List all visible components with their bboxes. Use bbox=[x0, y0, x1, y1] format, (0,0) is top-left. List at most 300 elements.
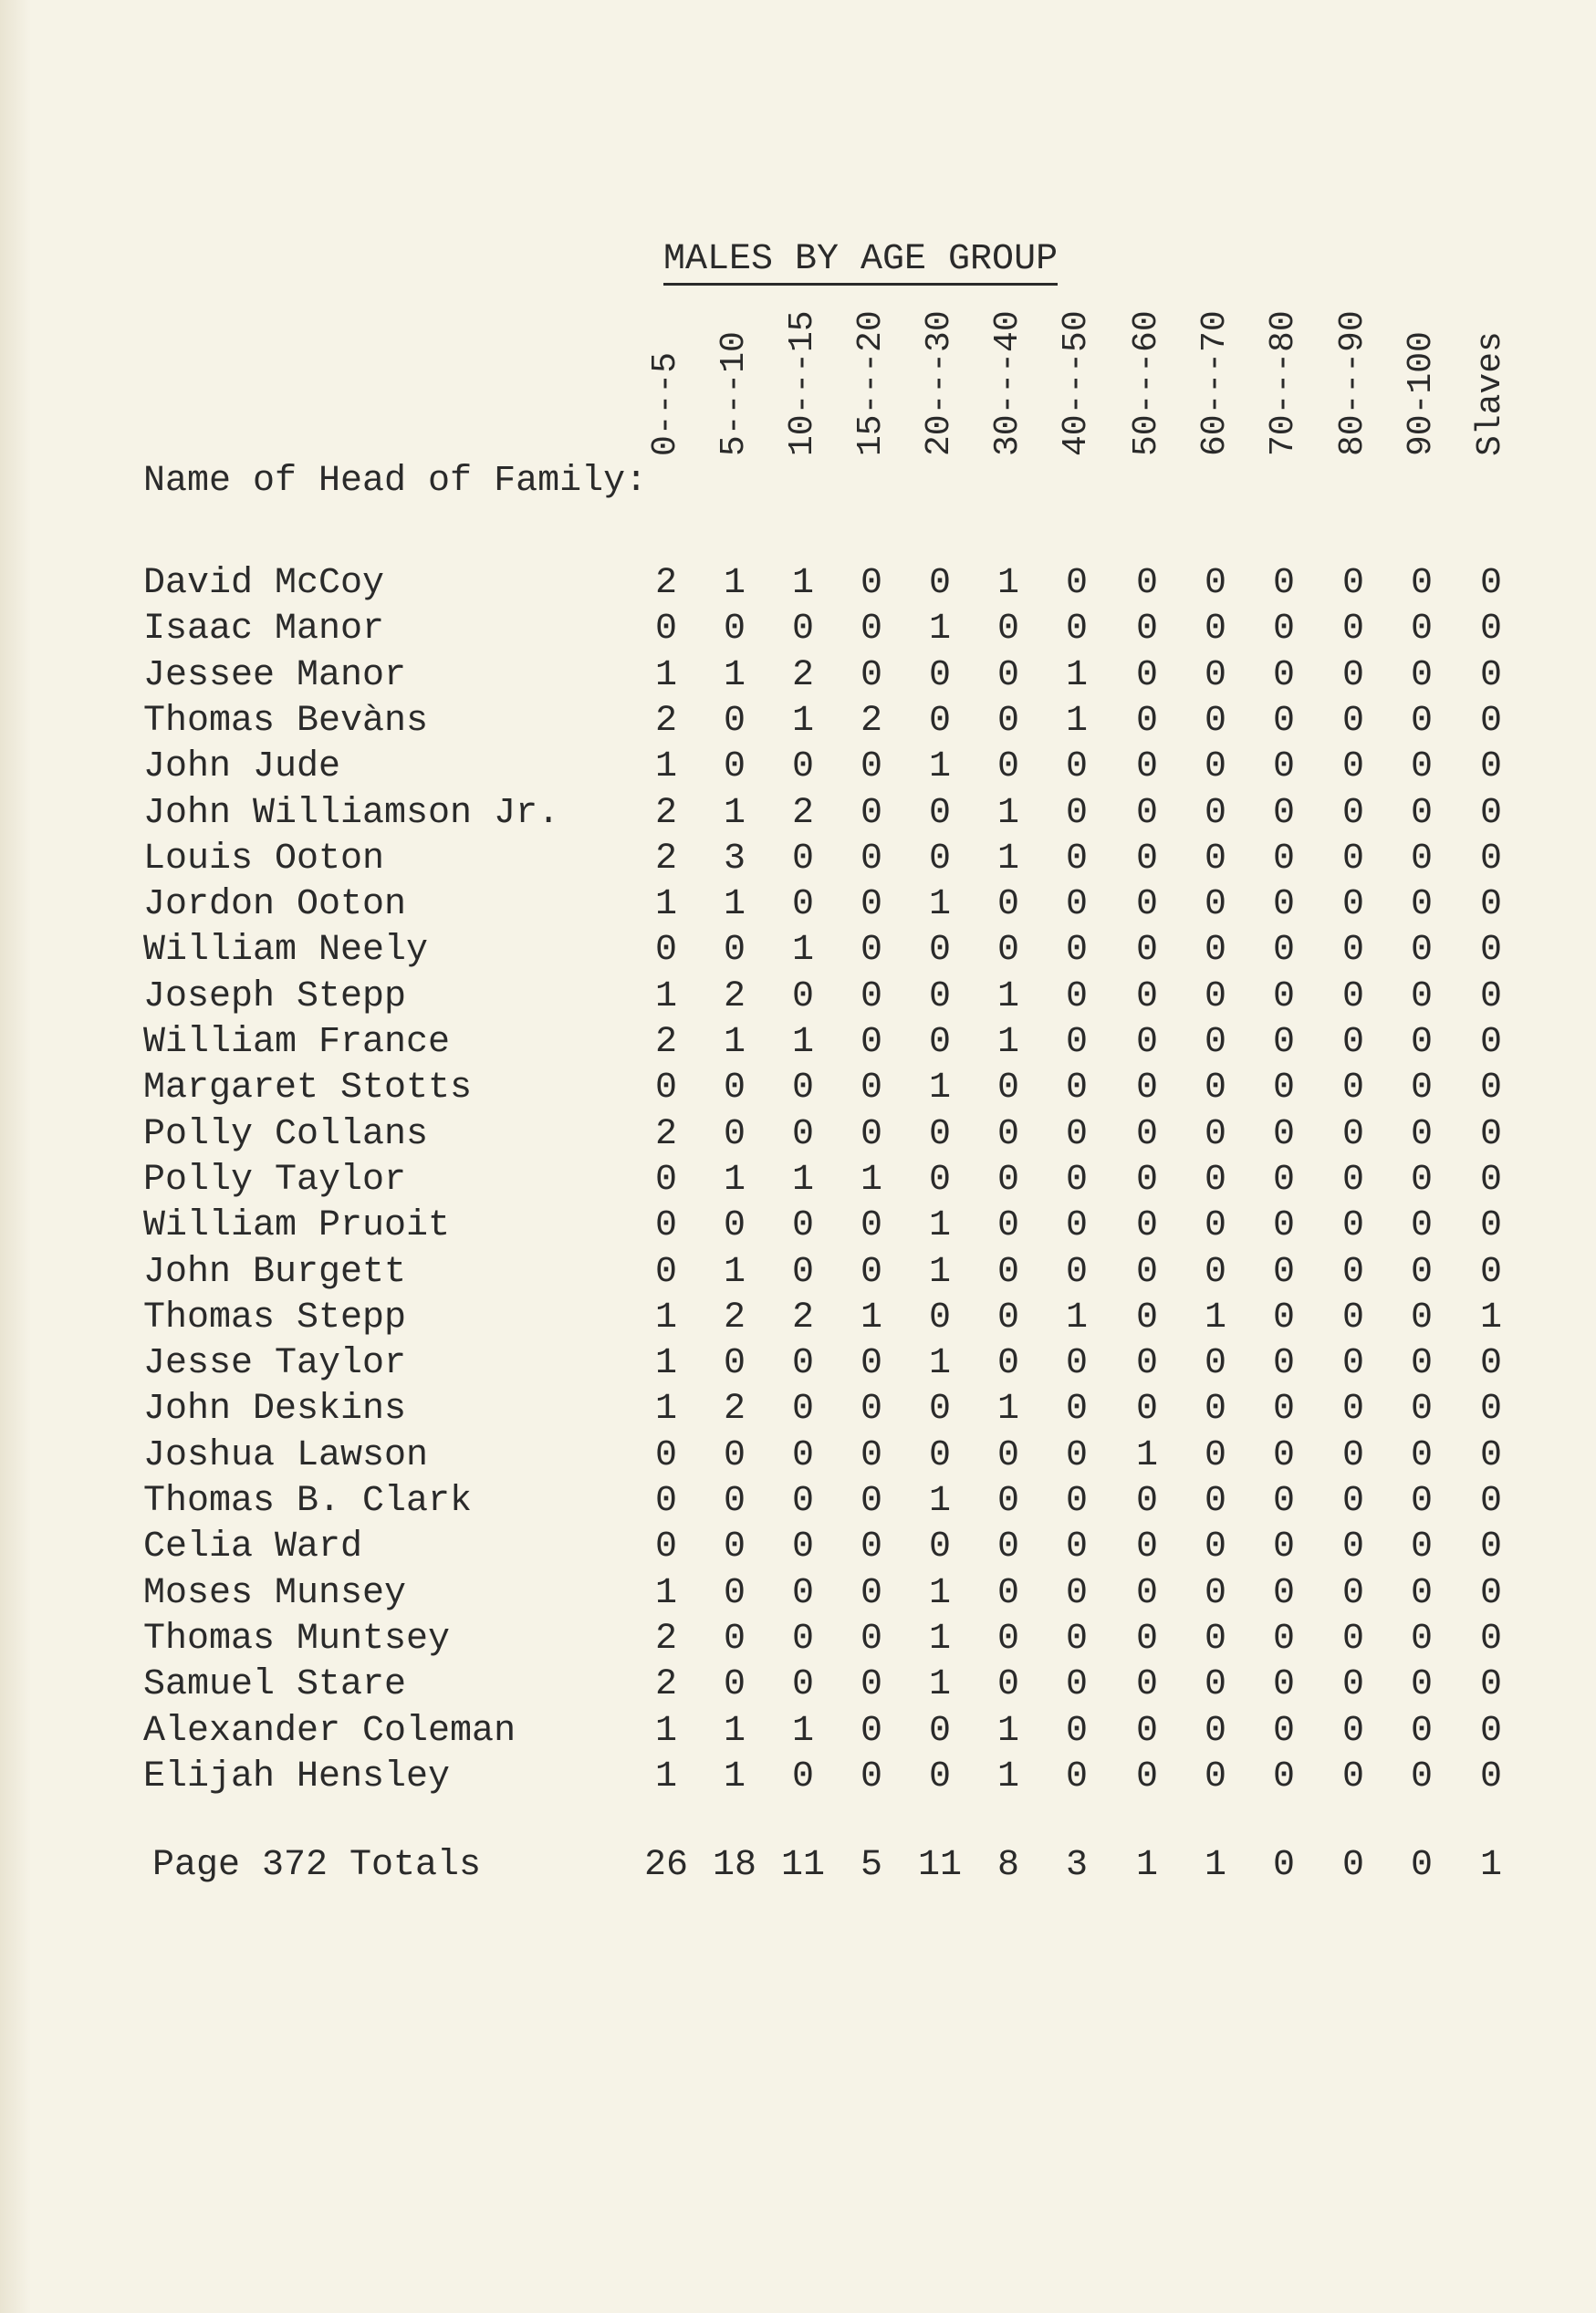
count-cell: 0 bbox=[1410, 1756, 1433, 1797]
head-of-family-name: William Pruoit bbox=[143, 1205, 451, 1247]
head-of-family-name: Thomas Stepp bbox=[143, 1297, 407, 1339]
count-cell: 0 bbox=[860, 1664, 882, 1706]
count-cell: 2 bbox=[723, 975, 746, 1017]
count-cell: 0 bbox=[1341, 1159, 1364, 1201]
column-header bbox=[988, 283, 1054, 456]
count-cell: 1 bbox=[654, 1572, 677, 1614]
table-row bbox=[0, 1020, 1596, 1066]
count-cell: 0 bbox=[996, 746, 1019, 788]
table-row bbox=[0, 1479, 1596, 1525]
count-cell: 0 bbox=[1479, 1481, 1502, 1522]
count-cell: 1 bbox=[1204, 1297, 1226, 1339]
count-cell: 0 bbox=[996, 1481, 1019, 1522]
count-cell: 1 bbox=[654, 1297, 677, 1339]
count-cell: 0 bbox=[860, 1205, 882, 1247]
count-cell: 1 bbox=[791, 700, 814, 742]
count-cell: 0 bbox=[1341, 792, 1364, 834]
count-cell: 0 bbox=[1065, 1618, 1088, 1660]
count-cell: 0 bbox=[1410, 838, 1433, 880]
count-cell: 0 bbox=[928, 1159, 951, 1201]
count-cell: 0 bbox=[723, 700, 746, 742]
count-cell: 0 bbox=[1065, 1113, 1088, 1155]
count-cell: 0 bbox=[1341, 1251, 1364, 1293]
count-cell: 0 bbox=[791, 1068, 814, 1110]
column-header bbox=[646, 283, 712, 456]
column-header bbox=[1402, 283, 1467, 456]
count-cell: 1 bbox=[928, 1618, 951, 1660]
count-cell: 0 bbox=[1204, 563, 1226, 604]
table-row bbox=[0, 653, 1596, 699]
count-cell: 0 bbox=[860, 1756, 882, 1797]
count-cell: 0 bbox=[1341, 884, 1364, 926]
count-cell: 0 bbox=[1341, 1297, 1364, 1339]
count-cell: 1 bbox=[996, 1710, 1019, 1752]
count-cell: 0 bbox=[1204, 746, 1226, 788]
count-cell: 2 bbox=[723, 1297, 746, 1339]
count-cell: 0 bbox=[996, 1113, 1019, 1155]
count-cell: 1 bbox=[791, 1022, 814, 1063]
total-cell: 0 bbox=[1410, 1845, 1433, 1886]
table-row bbox=[0, 1112, 1596, 1158]
count-cell: 0 bbox=[1204, 838, 1226, 880]
count-cell: 0 bbox=[928, 1297, 951, 1339]
column-header bbox=[1333, 283, 1399, 456]
total-cell: 3 bbox=[1065, 1845, 1088, 1886]
count-cell: 0 bbox=[1065, 1159, 1088, 1201]
count-cell: 0 bbox=[1410, 1205, 1433, 1247]
count-cell: 0 bbox=[1479, 563, 1502, 604]
count-cell: 1 bbox=[723, 1756, 746, 1797]
head-of-family-name: Louis Ooton bbox=[143, 838, 385, 880]
count-cell: 0 bbox=[1135, 1113, 1158, 1155]
total-cell: 18 bbox=[712, 1845, 756, 1886]
head-of-family-name: David McCoy bbox=[143, 563, 385, 604]
count-cell: 0 bbox=[1204, 700, 1226, 742]
column-header bbox=[715, 283, 780, 456]
table-row bbox=[0, 745, 1596, 790]
count-cell: 0 bbox=[791, 1618, 814, 1660]
head-of-family-name: Thomas Muntsey bbox=[143, 1618, 451, 1660]
count-cell: 0 bbox=[1479, 1159, 1502, 1201]
count-cell: 3 bbox=[723, 838, 746, 880]
count-cell: 0 bbox=[928, 563, 951, 604]
count-cell: 0 bbox=[1341, 700, 1364, 742]
count-cell: 0 bbox=[1410, 930, 1433, 972]
count-cell: 1 bbox=[654, 746, 677, 788]
count-cell: 0 bbox=[1272, 654, 1295, 696]
count-cell: 0 bbox=[1479, 1664, 1502, 1706]
count-cell: 0 bbox=[996, 1297, 1019, 1339]
count-cell: 0 bbox=[1204, 1756, 1226, 1797]
count-cell: 0 bbox=[996, 654, 1019, 696]
count-cell: 1 bbox=[996, 975, 1019, 1017]
count-cell: 0 bbox=[928, 1756, 951, 1797]
count-cell: 1 bbox=[928, 1343, 951, 1385]
count-cell: 0 bbox=[1204, 654, 1226, 696]
head-of-family-name: John Burgett bbox=[143, 1251, 407, 1293]
table-row bbox=[0, 791, 1596, 837]
count-cell: 0 bbox=[791, 838, 814, 880]
count-cell: 0 bbox=[1204, 1205, 1226, 1247]
table-row bbox=[0, 1158, 1596, 1203]
count-cell: 0 bbox=[1272, 1481, 1295, 1522]
count-cell: 0 bbox=[1410, 609, 1433, 651]
count-cell: 0 bbox=[654, 1068, 677, 1110]
count-cell: 0 bbox=[1135, 1526, 1158, 1568]
count-cell: 0 bbox=[860, 1343, 882, 1385]
count-cell: 0 bbox=[1135, 1068, 1158, 1110]
count-cell: 2 bbox=[654, 1113, 677, 1155]
head-of-family-name: Alexander Coleman bbox=[143, 1710, 516, 1752]
count-cell: 2 bbox=[791, 654, 814, 696]
head-of-family-name: Joseph Stepp bbox=[143, 975, 407, 1017]
count-cell: 0 bbox=[860, 1022, 882, 1063]
count-cell: 1 bbox=[860, 1297, 882, 1339]
count-cell: 0 bbox=[1410, 1572, 1433, 1614]
count-cell: 0 bbox=[791, 1526, 814, 1568]
count-cell: 0 bbox=[1479, 654, 1502, 696]
count-cell: 0 bbox=[1341, 1572, 1364, 1614]
head-of-family-name: William Neely bbox=[143, 930, 429, 972]
count-cell: 0 bbox=[791, 1664, 814, 1706]
count-cell: 0 bbox=[1410, 1618, 1433, 1660]
count-cell: 0 bbox=[928, 1710, 951, 1752]
count-cell: 0 bbox=[1204, 609, 1226, 651]
count-cell: 0 bbox=[654, 1159, 677, 1201]
column-header bbox=[1264, 283, 1330, 456]
count-cell: 0 bbox=[1341, 563, 1364, 604]
count-cell: 2 bbox=[860, 700, 882, 742]
row-label-heading: Name of Head of Family: bbox=[143, 461, 648, 502]
count-cell: 0 bbox=[1479, 700, 1502, 742]
table-row bbox=[0, 1203, 1596, 1249]
count-cell: 0 bbox=[1341, 1526, 1364, 1568]
column-header-label: 50---60 bbox=[1127, 310, 1166, 456]
count-cell: 0 bbox=[1135, 1251, 1158, 1293]
count-cell: 2 bbox=[654, 1664, 677, 1706]
head-of-family-name: Thomas Bevàns bbox=[143, 700, 429, 742]
count-cell: 0 bbox=[928, 975, 951, 1017]
head-of-family-name: Moses Munsey bbox=[143, 1572, 407, 1614]
count-cell: 2 bbox=[654, 1618, 677, 1660]
count-cell: 0 bbox=[1272, 838, 1295, 880]
count-cell: 0 bbox=[1410, 1022, 1433, 1063]
table-row bbox=[0, 1250, 1596, 1296]
count-cell: 0 bbox=[1272, 609, 1295, 651]
count-cell: 0 bbox=[860, 930, 882, 972]
count-cell: 0 bbox=[1479, 1113, 1502, 1155]
count-cell: 0 bbox=[860, 746, 882, 788]
count-cell: 0 bbox=[654, 609, 677, 651]
count-cell: 0 bbox=[1272, 700, 1295, 742]
count-cell: 0 bbox=[1410, 700, 1433, 742]
count-cell: 1 bbox=[791, 930, 814, 972]
count-cell: 1 bbox=[928, 884, 951, 926]
total-cell: 1 bbox=[1204, 1845, 1226, 1886]
count-cell: 0 bbox=[1410, 1481, 1433, 1522]
count-cell: 0 bbox=[1065, 609, 1088, 651]
count-cell: 0 bbox=[791, 1251, 814, 1293]
count-cell: 0 bbox=[1135, 1389, 1158, 1431]
count-cell: 1 bbox=[654, 1343, 677, 1385]
count-cell: 0 bbox=[1410, 1389, 1433, 1431]
count-cell: 0 bbox=[1341, 1068, 1364, 1110]
table-row bbox=[0, 1433, 1596, 1479]
count-cell: 0 bbox=[1065, 1572, 1088, 1614]
table-row bbox=[0, 1296, 1596, 1341]
count-cell: 1 bbox=[654, 654, 677, 696]
count-cell: 1 bbox=[723, 563, 746, 604]
total-cell: 1 bbox=[1479, 1845, 1502, 1886]
count-cell: 0 bbox=[1272, 975, 1295, 1017]
count-cell: 0 bbox=[791, 1343, 814, 1385]
count-cell: 0 bbox=[1135, 1022, 1158, 1063]
count-cell: 0 bbox=[1479, 1343, 1502, 1385]
count-cell: 0 bbox=[723, 1526, 746, 1568]
total-cell: 11 bbox=[780, 1845, 825, 1886]
count-cell: 0 bbox=[1272, 1113, 1295, 1155]
column-header bbox=[1057, 283, 1122, 456]
count-cell: 0 bbox=[1272, 1434, 1295, 1476]
count-cell: 0 bbox=[1410, 746, 1433, 788]
count-cell: 0 bbox=[1065, 838, 1088, 880]
count-cell: 0 bbox=[1135, 609, 1158, 651]
count-cell: 0 bbox=[860, 1710, 882, 1752]
count-cell: 0 bbox=[723, 1572, 746, 1614]
count-cell: 0 bbox=[1065, 792, 1088, 834]
count-cell: 0 bbox=[1204, 1572, 1226, 1614]
count-cell: 0 bbox=[1479, 792, 1502, 834]
count-cell: 1 bbox=[654, 975, 677, 1017]
count-cell: 0 bbox=[1479, 1022, 1502, 1063]
totals-row bbox=[0, 1843, 1596, 1889]
count-cell: 0 bbox=[1272, 1343, 1295, 1385]
count-cell: 0 bbox=[1204, 930, 1226, 972]
count-cell: 0 bbox=[996, 1572, 1019, 1614]
count-cell: 0 bbox=[996, 1343, 1019, 1385]
count-cell: 0 bbox=[1410, 654, 1433, 696]
head-of-family-name: Isaac Manor bbox=[143, 609, 385, 651]
count-cell: 0 bbox=[1135, 884, 1158, 926]
column-header-label: Slaves bbox=[1471, 331, 1510, 456]
count-cell: 0 bbox=[1204, 884, 1226, 926]
count-cell: 2 bbox=[654, 563, 677, 604]
column-header-label: 15---20 bbox=[851, 310, 891, 456]
count-cell: 0 bbox=[1065, 746, 1088, 788]
count-cell: 0 bbox=[791, 1113, 814, 1155]
count-cell: 0 bbox=[1135, 1664, 1158, 1706]
count-cell: 0 bbox=[1341, 1113, 1364, 1155]
column-header-label: 20---30 bbox=[920, 310, 959, 456]
count-cell: 1 bbox=[1065, 654, 1088, 696]
count-cell: 0 bbox=[1204, 1389, 1226, 1431]
count-cell: 0 bbox=[791, 1389, 814, 1431]
count-cell: 0 bbox=[1272, 1068, 1295, 1110]
count-cell: 0 bbox=[928, 700, 951, 742]
count-cell: 0 bbox=[1272, 792, 1295, 834]
count-cell: 0 bbox=[1204, 1710, 1226, 1752]
count-cell: 0 bbox=[723, 1343, 746, 1385]
count-cell: 0 bbox=[860, 1481, 882, 1522]
count-cell: 0 bbox=[996, 609, 1019, 651]
table-row bbox=[0, 607, 1596, 652]
count-cell: 0 bbox=[996, 1434, 1019, 1476]
totals-label: Page 372 Totals bbox=[152, 1845, 482, 1886]
count-cell: 0 bbox=[1135, 1205, 1158, 1247]
count-cell: 0 bbox=[860, 884, 882, 926]
count-cell: 0 bbox=[723, 1434, 746, 1476]
count-cell: 1 bbox=[928, 1572, 951, 1614]
total-cell: 11 bbox=[917, 1845, 962, 1886]
total-cell: 8 bbox=[996, 1845, 1019, 1886]
count-cell: 0 bbox=[1272, 1664, 1295, 1706]
count-cell: 0 bbox=[1272, 746, 1295, 788]
count-cell: 0 bbox=[1204, 1618, 1226, 1660]
count-cell: 0 bbox=[860, 1389, 882, 1431]
count-cell: 0 bbox=[791, 609, 814, 651]
count-cell: 0 bbox=[1479, 1572, 1502, 1614]
count-cell: 0 bbox=[928, 838, 951, 880]
count-cell: 0 bbox=[1135, 563, 1158, 604]
table-row bbox=[0, 837, 1596, 882]
table-row bbox=[0, 1571, 1596, 1617]
column-header bbox=[920, 283, 986, 456]
count-cell: 0 bbox=[1341, 654, 1364, 696]
count-cell: 0 bbox=[1479, 1756, 1502, 1797]
count-cell: 1 bbox=[928, 1205, 951, 1247]
count-cell: 0 bbox=[860, 609, 882, 651]
count-cell: 1 bbox=[654, 1710, 677, 1752]
count-cell: 2 bbox=[654, 700, 677, 742]
count-cell: 1 bbox=[1479, 1297, 1502, 1339]
count-cell: 0 bbox=[1204, 792, 1226, 834]
count-cell: 0 bbox=[996, 1618, 1019, 1660]
count-cell: 0 bbox=[1272, 563, 1295, 604]
count-cell: 0 bbox=[1204, 1251, 1226, 1293]
count-cell: 0 bbox=[1341, 746, 1364, 788]
table-row bbox=[0, 974, 1596, 1020]
total-cell: 26 bbox=[643, 1845, 688, 1886]
head-of-family-name: Joshua Lawson bbox=[143, 1434, 429, 1476]
count-cell: 0 bbox=[928, 1022, 951, 1063]
count-cell: 1 bbox=[928, 1481, 951, 1522]
count-cell: 0 bbox=[1410, 563, 1433, 604]
count-cell: 0 bbox=[996, 1205, 1019, 1247]
count-cell: 0 bbox=[1410, 975, 1433, 1017]
count-cell: 0 bbox=[723, 1664, 746, 1706]
count-cell: 0 bbox=[928, 1434, 951, 1476]
count-cell: 0 bbox=[791, 1572, 814, 1614]
column-header-label: 80---90 bbox=[1333, 310, 1372, 456]
count-cell: 2 bbox=[654, 1022, 677, 1063]
count-cell: 0 bbox=[1135, 930, 1158, 972]
count-cell: 0 bbox=[928, 654, 951, 696]
count-cell: 1 bbox=[723, 792, 746, 834]
count-cell: 1 bbox=[791, 1159, 814, 1201]
count-cell: 0 bbox=[928, 930, 951, 972]
count-cell: 0 bbox=[791, 1205, 814, 1247]
count-cell: 0 bbox=[928, 1113, 951, 1155]
count-cell: 0 bbox=[1341, 838, 1364, 880]
table-row bbox=[0, 1066, 1596, 1111]
count-cell: 0 bbox=[1065, 930, 1088, 972]
count-cell: 0 bbox=[1341, 1022, 1364, 1063]
column-header-label: 10---15 bbox=[783, 310, 822, 456]
count-cell: 0 bbox=[791, 746, 814, 788]
count-cell: 0 bbox=[1204, 1526, 1226, 1568]
column-header-label: 70---80 bbox=[1264, 310, 1303, 456]
head-of-family-name: Jordon Ooton bbox=[143, 884, 407, 926]
count-cell: 1 bbox=[1135, 1434, 1158, 1476]
count-cell: 0 bbox=[860, 1434, 882, 1476]
count-cell: 0 bbox=[860, 975, 882, 1017]
count-cell: 0 bbox=[1272, 930, 1295, 972]
count-cell: 0 bbox=[1479, 1389, 1502, 1431]
page-title: MALES BY AGE GROUP bbox=[663, 239, 1058, 286]
count-cell: 0 bbox=[996, 930, 1019, 972]
count-cell: 0 bbox=[1135, 1297, 1158, 1339]
count-cell: 0 bbox=[996, 1159, 1019, 1201]
count-cell: 0 bbox=[1341, 1618, 1364, 1660]
count-cell: 0 bbox=[1410, 1159, 1433, 1201]
count-cell: 0 bbox=[1479, 1068, 1502, 1110]
count-cell: 0 bbox=[1479, 975, 1502, 1017]
count-cell: 0 bbox=[1204, 1159, 1226, 1201]
table-row bbox=[0, 1617, 1596, 1662]
total-cell: 0 bbox=[1341, 1845, 1364, 1886]
count-cell: 0 bbox=[1272, 884, 1295, 926]
count-cell: 0 bbox=[1479, 884, 1502, 926]
table-row bbox=[0, 1525, 1596, 1570]
count-cell: 0 bbox=[1065, 1251, 1088, 1293]
count-cell: 0 bbox=[723, 1068, 746, 1110]
count-cell: 0 bbox=[1272, 1159, 1295, 1201]
count-cell: 1 bbox=[860, 1159, 882, 1201]
count-cell: 0 bbox=[1065, 884, 1088, 926]
count-cell: 1 bbox=[996, 1022, 1019, 1063]
head-of-family-name: Margaret Stotts bbox=[143, 1068, 473, 1110]
count-cell: 0 bbox=[1135, 1756, 1158, 1797]
count-cell: 0 bbox=[1065, 1756, 1088, 1797]
count-cell: 0 bbox=[1410, 1343, 1433, 1385]
count-cell: 1 bbox=[654, 1389, 677, 1431]
table-row bbox=[0, 1709, 1596, 1755]
count-cell: 0 bbox=[1065, 1343, 1088, 1385]
count-cell: 0 bbox=[1204, 1022, 1226, 1063]
count-cell: 0 bbox=[1065, 1205, 1088, 1247]
count-cell: 1 bbox=[928, 1251, 951, 1293]
table-row bbox=[0, 928, 1596, 974]
count-cell: 0 bbox=[1272, 1389, 1295, 1431]
table-row bbox=[0, 561, 1596, 607]
count-cell: 0 bbox=[1410, 1664, 1433, 1706]
count-cell: 1 bbox=[654, 1756, 677, 1797]
count-cell: 0 bbox=[996, 1068, 1019, 1110]
count-cell: 0 bbox=[1410, 792, 1433, 834]
count-cell: 0 bbox=[860, 1572, 882, 1614]
count-cell: 0 bbox=[1479, 1205, 1502, 1247]
count-cell: 0 bbox=[791, 1481, 814, 1522]
count-cell: 1 bbox=[723, 654, 746, 696]
total-cell: 5 bbox=[860, 1845, 882, 1886]
count-cell: 0 bbox=[1135, 1710, 1158, 1752]
count-cell: 0 bbox=[1410, 1710, 1433, 1752]
count-cell: 0 bbox=[860, 563, 882, 604]
count-cell: 0 bbox=[1341, 1481, 1364, 1522]
column-header-label: 40---50 bbox=[1057, 310, 1096, 456]
count-cell: 0 bbox=[723, 1113, 746, 1155]
count-cell: 0 bbox=[1341, 1434, 1364, 1476]
